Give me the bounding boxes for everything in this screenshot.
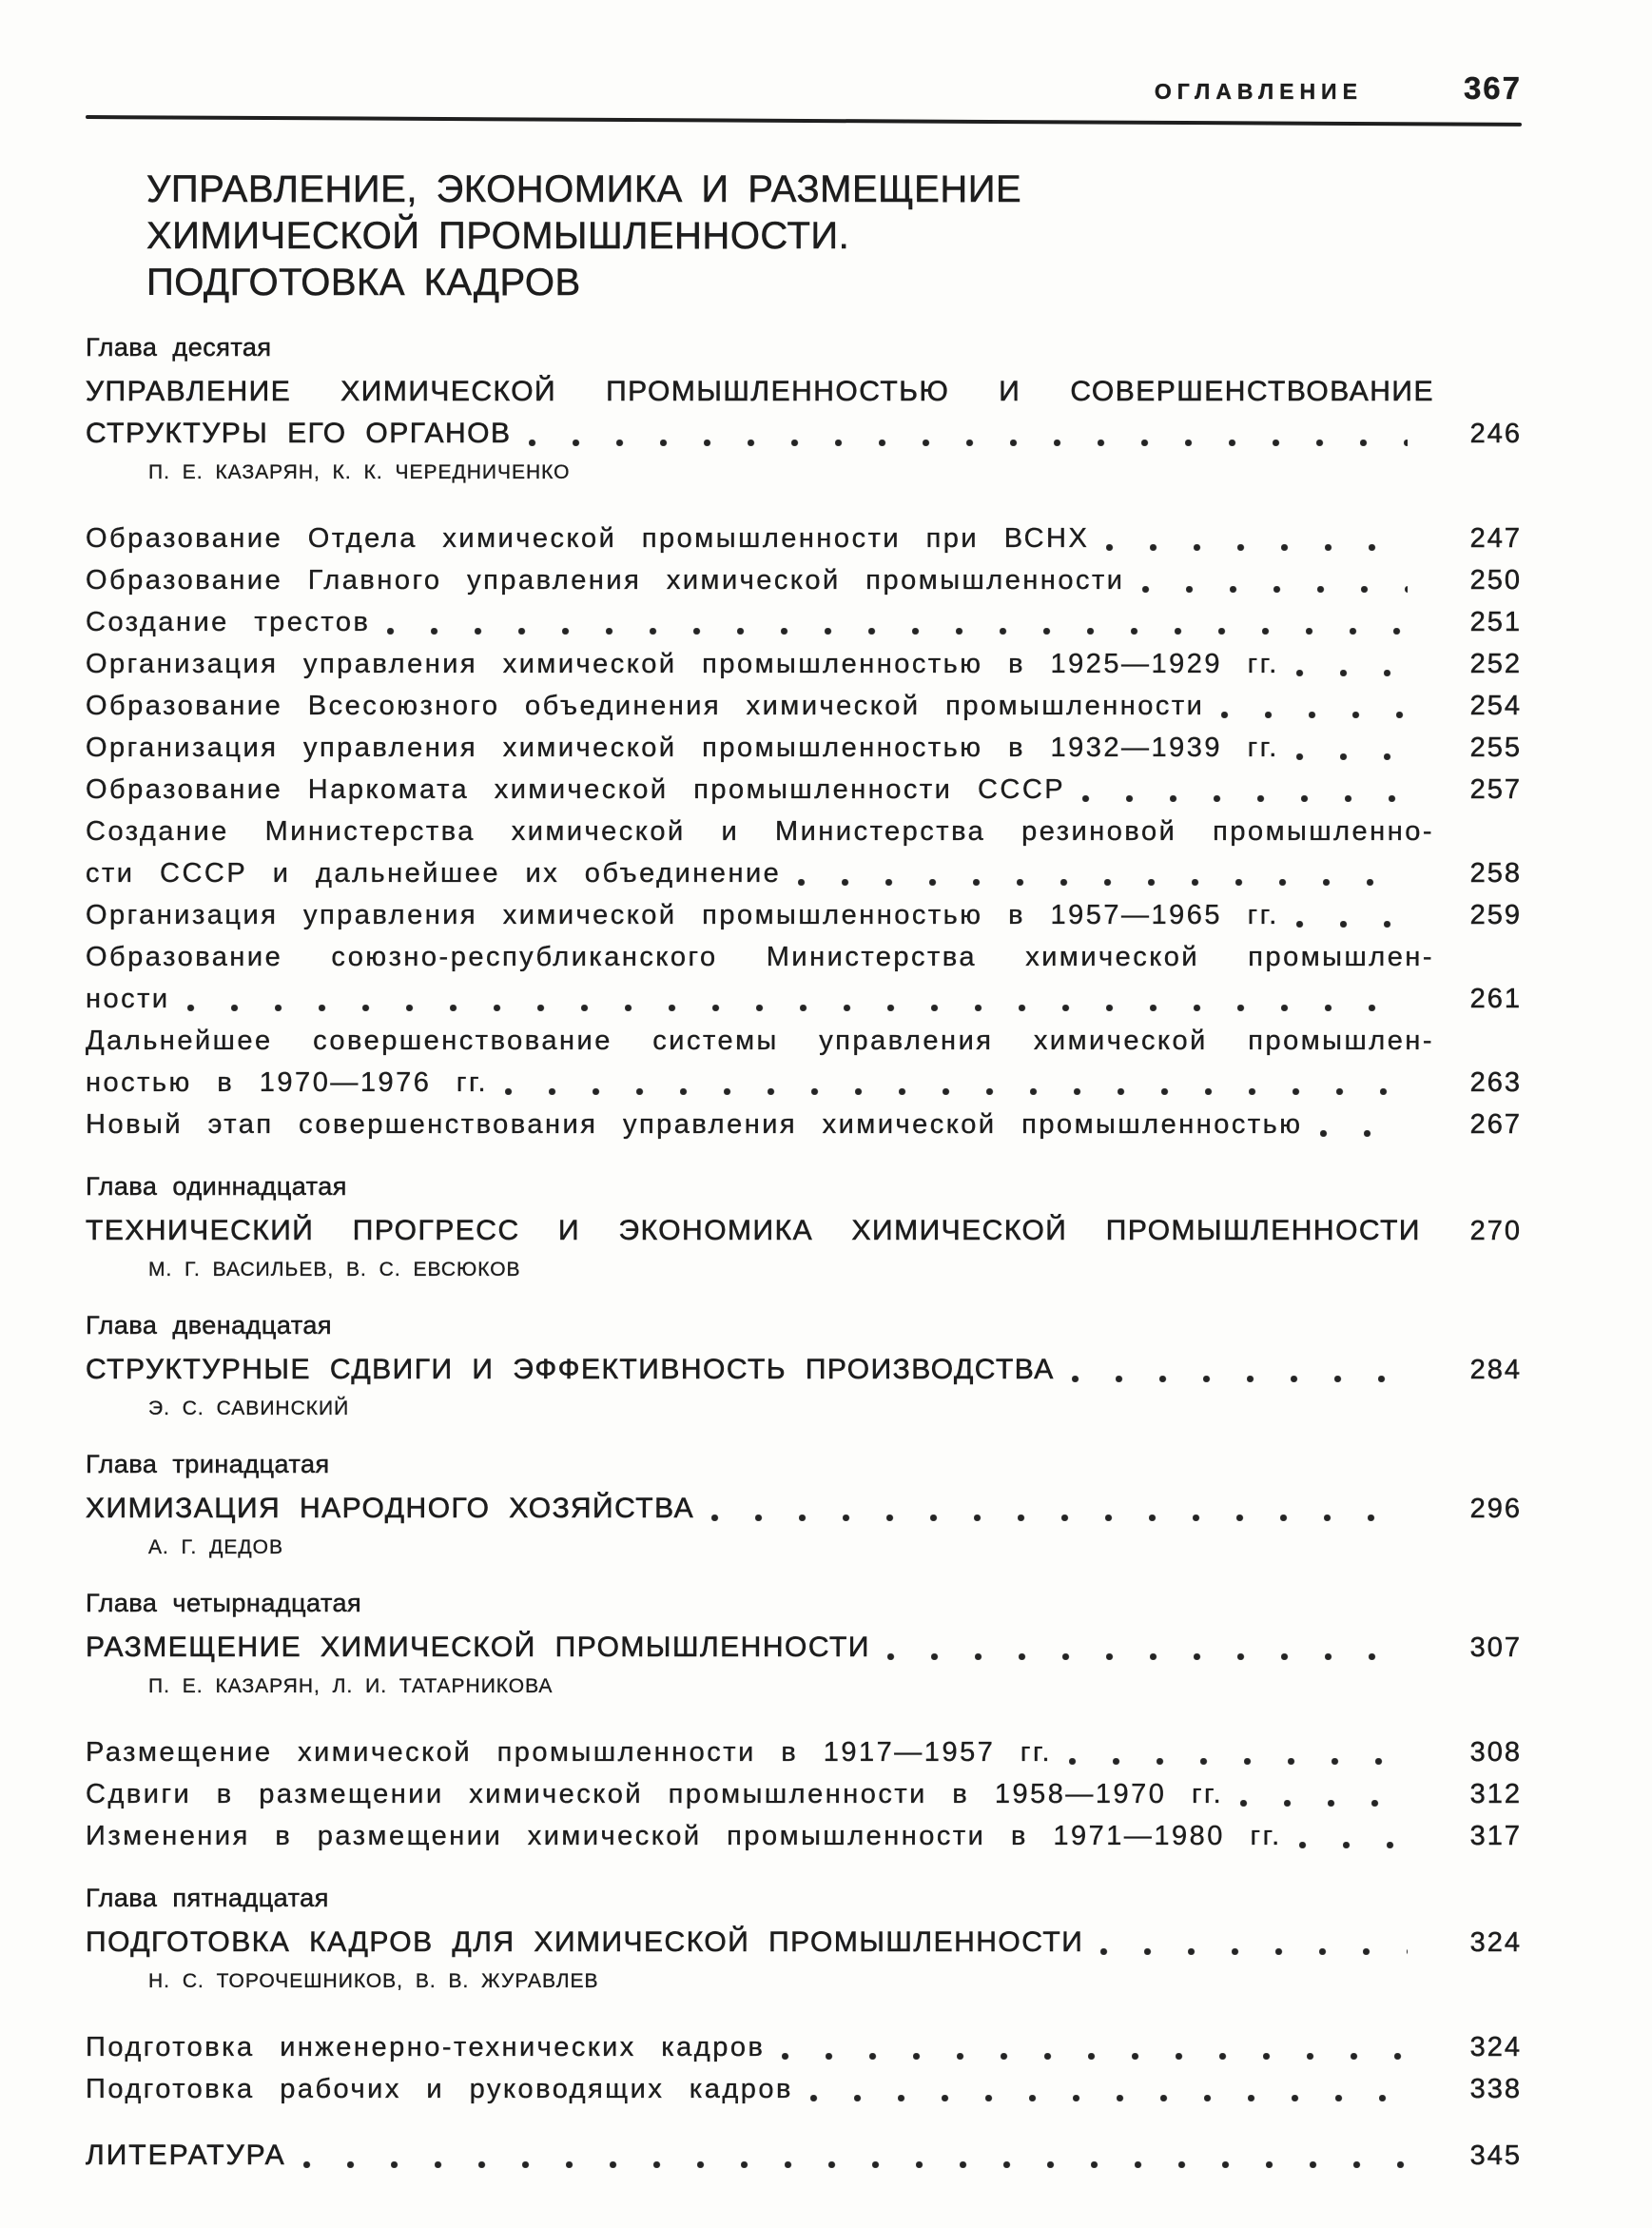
dot-leader — [1299, 1842, 1408, 1848]
entry-text: Организация управления химической промышленностью в 1932—1939 гг. — [86, 733, 1279, 763]
chapter-authors: П. Е. КАЗАРЯН, К. К. ЧЕРЕДНИЧЕНКО — [148, 461, 571, 483]
literature-title: ЛИТЕРАТУРА — [86, 2140, 286, 2171]
chapter-page-number: 324 — [1469, 1927, 1522, 1958]
chapter-15 — [86, 1882, 1522, 2110]
dot-leader — [782, 2053, 1408, 2060]
entry-text: Организация управления химической промышленностью в 1925—1929 гг. — [86, 649, 1279, 679]
dot-leader — [187, 1005, 1408, 1011]
chapter-title-line: СТРУКТУРНЫЕ СДВИГИ И ЭФФЕКТИВНОСТЬ ПРОИЗВОДСТВА — [86, 1354, 1055, 1385]
dot-leader — [1320, 1130, 1408, 1137]
entry-text: Размещение химической промышленности в 1917—1957 гг. — [86, 1737, 1053, 1768]
chapter-authors: П. Е. КАЗАРЯН, Л. И. ТАТАРНИКОВА — [148, 1675, 554, 1697]
chapter-title-line: ТЕХНИЧЕСКИЙ ПРОГРЕСС И ЭКОНОМИКА ХИМИЧЕСКОЙ ПРОМЫШЛЕННОСТИ — [86, 1215, 1421, 1246]
chapter-entries — [86, 1731, 1522, 1857]
chapter-title-row — [86, 1488, 1522, 1530]
chapter-label: Глава пятнадцатая — [86, 1884, 329, 1912]
entry-page-number: 252 — [1469, 649, 1522, 679]
entry-text: ностью в 1970—1976 гг. — [86, 1067, 489, 1098]
entry-page-number: 257 — [1469, 774, 1522, 805]
chapter-page-number: 296 — [1469, 1494, 1522, 1524]
dot-leader — [887, 1653, 1408, 1660]
toc-entry — [86, 727, 1522, 769]
toc-entry-line2 — [86, 978, 1522, 1020]
chapter-label: Глава десятая — [86, 333, 272, 362]
toc-entry — [86, 1104, 1522, 1145]
toc-entry-line2 — [86, 1062, 1522, 1104]
entry-page-number: 317 — [1469, 1821, 1522, 1851]
entry-text: Образование Главного управления химической промышленности — [86, 565, 1125, 596]
dot-leader — [1142, 586, 1408, 593]
chapter-title-row — [86, 413, 1522, 455]
dot-leader — [1240, 1800, 1408, 1807]
chapter-page-number: 307 — [1469, 1632, 1522, 1663]
entry-text: Создание трестов — [86, 607, 371, 637]
toc-entry — [86, 685, 1522, 727]
entry-text: Образование Отдела химической промышленности при ВСНХ — [86, 523, 1090, 554]
entry-page-number: 261 — [1469, 984, 1522, 1014]
chapter-entries — [86, 2026, 1522, 2110]
entry-text: Дальнейшее совершенствование системы управления химической промышлен- — [86, 1026, 1434, 1056]
toc-entry — [86, 1773, 1522, 1815]
chapter-title-row — [86, 1349, 1522, 1391]
dot-leader — [505, 1088, 1408, 1095]
entry-page-number: 338 — [1469, 2074, 1522, 2104]
chapter-authors: А. Г. ДЕДОВ — [148, 1536, 283, 1558]
entry-text: сти СССР и дальнейшее их объединение — [86, 858, 782, 889]
chapter-title-line: ПОДГОТОВКА КАДРОВ ДЛЯ ХИМИЧЕСКОЙ ПРОМЫШЛЕННОСТИ — [86, 1926, 1084, 1958]
chapter-14 — [86, 1587, 1522, 1857]
chapter-label: Глава двенадцатая — [86, 1311, 333, 1339]
toc-entry — [86, 1815, 1522, 1857]
toc-page — [86, 70, 1522, 2177]
literature-row — [86, 2135, 1522, 2177]
entry-text: Создание Министерства химической и Министерства резиновой промышленно- — [86, 816, 1434, 847]
toc-entry — [86, 601, 1522, 643]
running-header — [86, 70, 1522, 106]
running-header-title: ОГЛАВЛЕНИЕ — [1154, 79, 1363, 104]
dot-leader — [303, 2161, 1408, 2168]
part-title-line-1: УПРАВЛЕНИЕ, ЭКОНОМИКА И РАЗМЕЩЕНИЕ — [146, 168, 1022, 210]
dot-leader — [1072, 1376, 1408, 1382]
toc-entry-line1 — [86, 811, 1522, 852]
toc-entry-line1 — [86, 936, 1522, 978]
entry-page-number: 254 — [1469, 691, 1522, 721]
chapter-label: Глава четырнадцатая — [86, 1589, 362, 1617]
dot-leader — [1221, 712, 1408, 718]
chapter-13 — [86, 1448, 1522, 1562]
toc-entry — [86, 643, 1522, 685]
chapter-authors: М. Г. ВАСИЛЬЕВ, В. С. ЕВСЮКОВ — [148, 1259, 521, 1280]
chapter-title-row — [86, 1627, 1522, 1669]
toc-entry-line1 — [86, 1020, 1522, 1062]
dot-leader — [810, 2095, 1408, 2101]
chapter-title-line: СТРУКТУРЫ ЕГО ОРГАНОВ — [86, 418, 512, 449]
page-number: 367 — [1463, 70, 1522, 106]
entry-text: Образование Всесоюзного объединения химической промышленности — [86, 691, 1205, 721]
entry-page-number: 258 — [1469, 858, 1522, 889]
dot-leader — [1106, 544, 1408, 551]
chapter-authors: Н. С. ТОРОЧЕШНИКОВ, В. В. ЖУРАВЛЕВ — [148, 1970, 599, 1992]
literature-page-number: 345 — [1469, 2140, 1522, 2171]
toc-entry — [86, 1731, 1522, 1773]
part-title — [146, 166, 1522, 306]
dot-leader — [529, 440, 1408, 446]
dot-leader — [387, 628, 1408, 635]
entry-text: Изменения в размещении химической промышленности в 1971—1980 гг. — [86, 1821, 1282, 1851]
dot-leader — [1296, 753, 1408, 760]
toc-entry — [86, 559, 1522, 601]
entry-page-number: 251 — [1469, 607, 1522, 637]
entry-page-number: 250 — [1469, 565, 1522, 596]
entry-text: Новый этап совершенствования управления химической промышленностью — [86, 1109, 1303, 1140]
chapter-10 — [86, 331, 1522, 1145]
dot-leader — [798, 879, 1408, 886]
entry-page-number: 312 — [1469, 1779, 1522, 1809]
chapter-title-row — [86, 1922, 1522, 1964]
toc-entry-line2 — [86, 852, 1522, 894]
chapter-authors: Э. С. САВИНСКИЙ — [148, 1397, 350, 1419]
toc-entry — [86, 2068, 1522, 2110]
entry-page-number: 267 — [1469, 1109, 1522, 1140]
part-title-line-2: ХИМИЧЕСКОЙ ПРОМЫШЛЕННОСТИ. — [146, 215, 850, 257]
toc-entry — [86, 769, 1522, 811]
entry-page-number: 255 — [1469, 733, 1522, 763]
entry-page-number: 247 — [1469, 523, 1522, 554]
toc-entry — [86, 518, 1522, 559]
dot-leader — [1296, 921, 1408, 928]
chapter-page-number: 284 — [1469, 1355, 1522, 1385]
toc-entry — [86, 894, 1522, 936]
dot-leader — [1069, 1758, 1408, 1765]
part-title-line-3: ПОДГОТОВКА КАДРОВ — [146, 262, 581, 303]
entry-text: Организация управления химической промышленностью в 1957—1965 гг. — [86, 900, 1279, 930]
chapter-title-line: ХИМИЗАЦИЯ НАРОДНОГО ХОЗЯЙСТВА — [86, 1493, 695, 1524]
entry-text: Сдвиги в размещении химической промышленности в 1958—1970 гг. — [86, 1779, 1224, 1809]
dot-leader — [1296, 670, 1408, 676]
chapter-page-number: 246 — [1469, 419, 1522, 449]
entry-text: Образование союзно-республиканского Министерства химической промышлен- — [86, 942, 1434, 972]
entry-text: ности — [86, 984, 170, 1014]
chapter-title-row — [86, 1210, 1522, 1252]
entry-text: Подготовка инженерно-технических кадров — [86, 2032, 766, 2062]
dot-leader — [1082, 795, 1408, 802]
chapter-title-row — [86, 371, 1522, 413]
toc-entry — [86, 2026, 1522, 2068]
chapter-label: Глава тринадцатая — [86, 1450, 330, 1478]
chapter-label: Глава одиннадцатая — [86, 1172, 347, 1201]
chapter-title-line: УПРАВЛЕНИЕ ХИМИЧЕСКОЙ ПРОМЫШЛЕННОСТЬЮ И СОВЕРШЕНСТВОВАНИЕ — [86, 376, 1434, 407]
chapter-12 — [86, 1309, 1522, 1423]
header-rule — [86, 115, 1522, 127]
entry-text: Подготовка рабочих и руководящих кадров — [86, 2074, 793, 2104]
chapter-page-number: 270 — [1469, 1216, 1522, 1246]
entry-page-number: 308 — [1469, 1737, 1522, 1768]
dot-leader — [711, 1515, 1408, 1521]
chapter-entries — [86, 518, 1522, 1145]
chapter-title-line: РАЗМЕЩЕНИЕ ХИМИЧЕСКОЙ ПРОМЫШЛЕННОСТИ — [86, 1632, 870, 1663]
entry-text: Образование Наркомата химической промышленности СССР — [86, 774, 1066, 805]
entry-page-number: 324 — [1469, 2032, 1522, 2062]
chapter-11 — [86, 1170, 1522, 1284]
dot-leader — [1100, 1948, 1408, 1955]
entry-page-number: 263 — [1469, 1067, 1522, 1098]
entry-page-number: 259 — [1469, 900, 1522, 930]
